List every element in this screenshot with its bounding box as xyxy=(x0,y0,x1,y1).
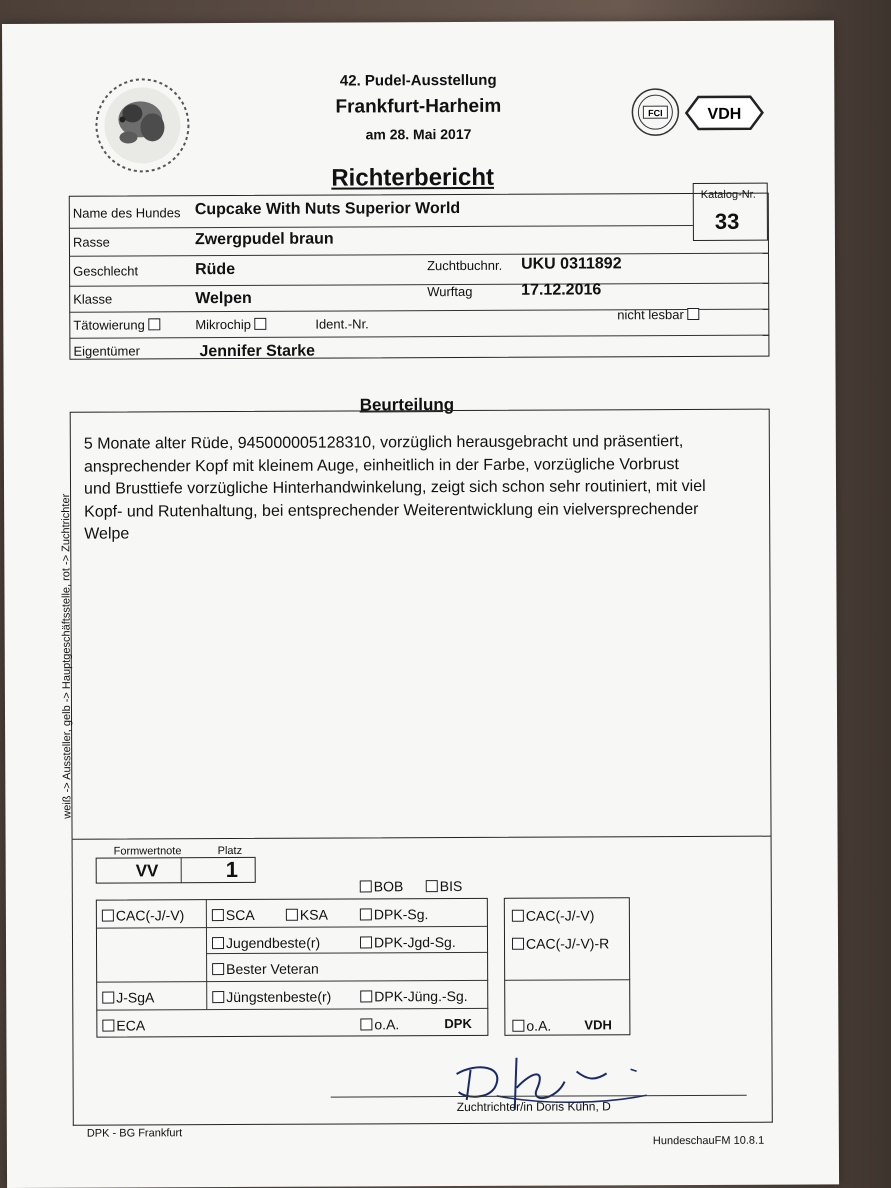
assessment-line: Welpe xyxy=(84,525,130,543)
assessment-line: und Brusttiefe vorzügliche Hinterhandwinkelung, zeigt sich schon sehr routiniert, mit viel xyxy=(83,477,706,498)
breed-value: Zwergpudel braun xyxy=(194,230,334,249)
chip-checkbox[interactable]: Mikrochip xyxy=(195,317,268,332)
bob-checkbox[interactable]: BOB xyxy=(360,878,404,894)
whelped-label: Wurftag xyxy=(427,283,473,300)
dpk-oa-checkbox[interactable]: o.A. xyxy=(360,1016,399,1032)
j-sga-checkbox[interactable]: J-SgA xyxy=(102,989,154,1005)
footer-left: DPK - BG Frankfurt xyxy=(86,1127,183,1140)
whelped-value: 17.12.2016 xyxy=(521,281,602,299)
assessment-line: 5 Monate alter Rüde, 945000005128310, vorzüglich herausgebracht und präsentiert, xyxy=(83,433,684,453)
place-label: Platz xyxy=(217,844,243,858)
owner-value: Jennifer Starke xyxy=(199,342,316,361)
page-title: Richterbericht xyxy=(331,163,495,192)
report-sheet xyxy=(2,20,839,1188)
sex-value: Rüde xyxy=(195,260,236,279)
ksa-checkbox[interactable]: KSA xyxy=(286,907,328,923)
owner-label: Eigentümer xyxy=(73,343,140,359)
assessment-heading: Beurteilung xyxy=(359,395,455,415)
bester-veteran-checkbox[interactable]: Bester Veteran xyxy=(212,961,319,977)
vdh-oa-checkbox[interactable]: o.A. xyxy=(512,1018,551,1034)
ident-label: Ident.-Nr. xyxy=(315,316,369,332)
unreadable-checkbox[interactable]: nicht lesbar xyxy=(617,307,701,322)
vdh-logo-text: VDH xyxy=(707,105,742,123)
judge-caption: Zuchtrichter/in Doris Kühn, D xyxy=(456,1099,611,1115)
event-date: am 28. Mai 2017 xyxy=(365,125,472,143)
catalog-label: Katalog-Nr. xyxy=(700,188,756,201)
grade-label: Formwertnote xyxy=(113,845,182,858)
juengstenbeste-checkbox[interactable]: Jüngstenbeste(r) xyxy=(212,989,331,1006)
place-value: 1 xyxy=(225,856,238,883)
tattoo-checkbox[interactable]: Tätowierung xyxy=(73,317,162,332)
dpk-label: DPK xyxy=(444,1015,472,1032)
sca-checkbox[interactable]: SCA xyxy=(212,907,255,923)
footer-right: HundeschauFM 10.8.1 xyxy=(652,1134,765,1148)
eca-checkbox[interactable]: ECA xyxy=(102,1017,145,1033)
event-title: 42. Pudel-Ausstellung xyxy=(339,71,497,90)
copy-distribution-note: weiß -> Aussteller, gelb -> Hauptgeschäftsstelle, rot -> Zuchtrichter xyxy=(60,493,74,819)
vdh-logo-icon xyxy=(684,95,764,131)
assessment-text xyxy=(84,431,774,547)
fci-logo-text: FCI xyxy=(648,108,663,119)
bis-checkbox[interactable]: BIS xyxy=(426,878,463,894)
studbook-value: UKU 0311892 xyxy=(521,255,622,273)
vdh-cac-checkbox[interactable]: CAC(-J/-V) xyxy=(512,907,595,923)
dog-name: Cupcake With Nuts Superior World xyxy=(194,200,461,219)
sex-label: Geschlecht xyxy=(73,263,139,279)
studbook-label: Zuchtbuchnr. xyxy=(427,257,503,274)
assessment-line: Kopf- und Rutenhaltung, bei entsprechender Weiterentwicklung ein vielversprechender xyxy=(84,500,699,521)
dpk-jgd-checkbox[interactable]: DPK-Jgd-Sg. xyxy=(360,934,456,950)
vdh-label: VDH xyxy=(584,1017,612,1033)
breed-label: Rasse xyxy=(72,234,110,250)
jugendbeste-checkbox[interactable]: Jugendbeste(r) xyxy=(212,935,320,951)
catalog-number: 33 xyxy=(714,208,740,234)
event-place: Frankfurt-Harheim xyxy=(335,95,502,118)
grade-value: VV xyxy=(135,861,159,881)
cac-checkbox[interactable]: CAC(-J/-V) xyxy=(102,907,185,923)
class-label: Klasse xyxy=(73,291,113,307)
assessment-line: ansprechender Kopf mit kleinem Auge, einheitlich in der Farbe, vorzügliche Vorbrust xyxy=(83,455,679,476)
name-label: Name des Hundes xyxy=(72,205,181,221)
dpk-jueng-checkbox[interactable]: DPK-Jüng.-Sg. xyxy=(360,988,467,1004)
fci-logo-icon xyxy=(630,87,680,137)
dpk-sg-checkbox[interactable]: DPK-Sg. xyxy=(360,906,429,922)
vdh-cac-r-checkbox[interactable]: CAC(-J/-V)-R xyxy=(512,935,609,951)
class-value: Welpen xyxy=(195,289,252,308)
